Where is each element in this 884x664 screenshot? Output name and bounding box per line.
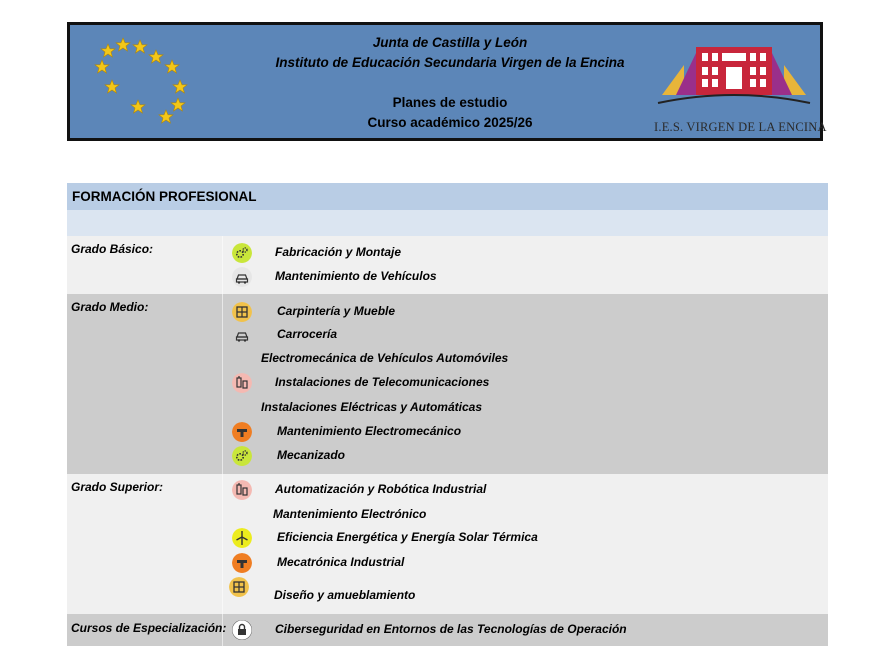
maintenance-icon: [232, 553, 252, 573]
gears-icon: [232, 243, 252, 263]
list-item-label: Instalaciones Eléctricas y Automáticas: [261, 400, 482, 414]
group-grado-medio: [67, 294, 828, 474]
lock-icon: [232, 620, 252, 640]
electric-icon: [232, 373, 252, 393]
header-line-3: Planes de estudio: [392, 95, 508, 110]
list-item-label: Electromecánica de Vehículos Automóviles: [261, 351, 509, 365]
header-banner: [67, 22, 827, 141]
list-item-label: Instalaciones de Telecomunicaciones: [275, 375, 490, 389]
school-building-icon: [654, 33, 814, 113]
car-icon: [232, 267, 252, 287]
furniture-icon: [232, 302, 252, 322]
list-item-label: Diseño y amueblamiento: [274, 588, 416, 602]
list-item-label: Automatización y Robótica Industrial: [275, 482, 487, 496]
group-especializacion: [67, 614, 828, 646]
list-item-label: Mecanizado: [277, 448, 346, 462]
gears-icon: [232, 446, 252, 466]
group-label: Grado Medio:: [71, 300, 149, 314]
section-spacer-row: [67, 210, 828, 236]
electric-icon: [232, 480, 252, 500]
group-label: Cursos de Especialización:: [71, 621, 227, 635]
list-item-label: Mantenimiento de Vehículos: [275, 269, 437, 283]
maintenance-icon: [232, 422, 252, 442]
header-titles: [230, 33, 670, 133]
list-item-label: Mantenimiento Electrónico: [273, 507, 427, 521]
logo-text: I.E.S. VIRGEN DE LA ENCINA: [654, 120, 827, 134]
header-line-4: Curso académico 2025/26: [367, 115, 533, 130]
list-item-label: Eficiencia Energética y Energía Solar Térmica: [277, 530, 538, 544]
group-label: Grado Superior:: [71, 480, 164, 494]
list-item-label: Fabricación y Montaje: [275, 245, 402, 259]
eu-stars-icon: [90, 33, 200, 143]
wind-turbine-icon: [232, 528, 252, 548]
list-item-label: Ciberseguridad en Entornos de las Tecnologías de Operación: [275, 622, 627, 636]
car-icon: [232, 325, 252, 345]
group-grado-superior: [67, 474, 828, 614]
group-grado-basico: [67, 236, 828, 294]
list-item-label: Carpintería y Mueble: [277, 304, 396, 318]
list-item-label: Carrocería: [277, 327, 338, 341]
group-label: Grado Básico:: [71, 242, 154, 256]
list-item-label: Mecatrónica Industrial: [277, 555, 405, 569]
school-logo: [654, 33, 827, 137]
header-line-1: Junta de Castilla y León: [372, 35, 528, 50]
header-line-2: Instituto de Educación Secundaria Virgen de la Encina: [275, 55, 625, 70]
section-title: FORMACIÓN PROFESIONAL: [67, 183, 828, 210]
furniture-icon: [229, 577, 249, 597]
list-item-label: Mantenimiento Electromecánico: [277, 424, 462, 438]
